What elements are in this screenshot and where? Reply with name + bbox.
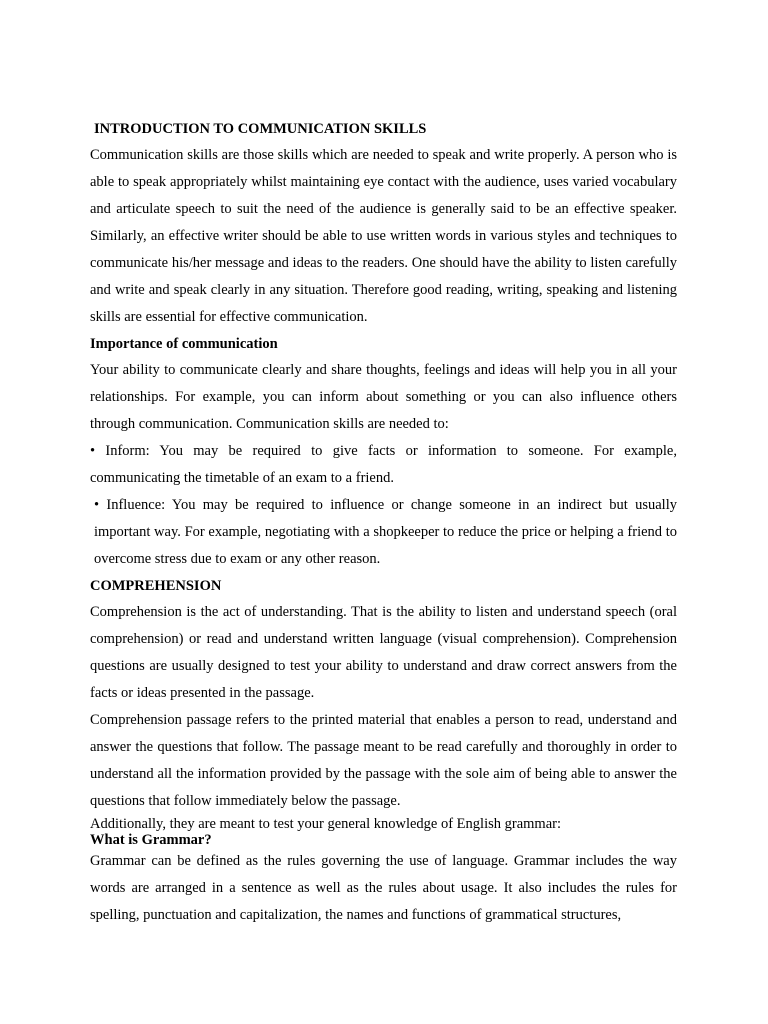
grammar-heading: What is Grammar?: [90, 832, 212, 848]
bullet-inform: • Inform: You may be required to give facts or information to someone. For example, communicating the timetable of an exam to a friend.: [90, 443, 677, 486]
document-page: [90, 117, 677, 929]
comprehension-paragraph-2: Comprehension passage refers to the printed material that enables a person to read, understand and answer the questions that follow. The passage meant to be read carefully and thoroughly in order to understand all the information provided by the passage with the sole aim of being able to answer the questions that follow immediately below the passage.: [90, 712, 677, 809]
document-title: INTRODUCTION TO COMMUNICATION SKILLS: [94, 121, 427, 137]
bullet-influence: • Influence: You may be required to influence or change someone in an indirect but usually important way. For example, negotiating with a shopkeeper to reduce the price or helping a friend to overcome stress due to exam or any other reason.: [94, 497, 677, 567]
grammar-paragraph: Grammar can be defined as the rules governing the use of language. Grammar includes the way words are arranged in a sentence as well as the rules about usage. It also includes the rules for spelling, punctuation and capitalization, the names and functions of grammatical structures,: [90, 853, 677, 923]
comprehension-heading: COMPREHENSION: [90, 578, 222, 594]
intro-paragraph: Communication skills are those skills which are needed to speak and write properly. A person who is able to speak appropriately whilst maintaining eye contact with the audience, uses varied vocabulary and articulate speech to suit the need of the audience is generally said to be an effective speaker. Similarly, an effective writer should be able to use written words in various styles and techniques to communicate his/her message and ideas to the readers. One should have the ability to listen carefully and write and speak clearly in any situation. Therefore good reading, writing, speaking and listening skills are essential for effective communication.: [90, 147, 677, 325]
comprehension-paragraph-3: Additionally, they are meant to test your general knowledge of English grammar:: [90, 816, 561, 832]
importance-heading: Importance of communication: [90, 336, 278, 352]
importance-paragraph: Your ability to communicate clearly and share thoughts, feelings and ideas will help you in all your relationships. For example, you can inform about something or you can also influence others through communication. Communication skills are needed to:: [90, 362, 677, 432]
comprehension-paragraph-1: Comprehension is the act of understanding. That is the ability to listen and understand speech (oral comprehension) or read and understand written language (visual comprehension). Comprehension questions are usually designed to test your ability to understand and draw correct answers from the facts or ideas presented in the passage.: [90, 604, 677, 701]
